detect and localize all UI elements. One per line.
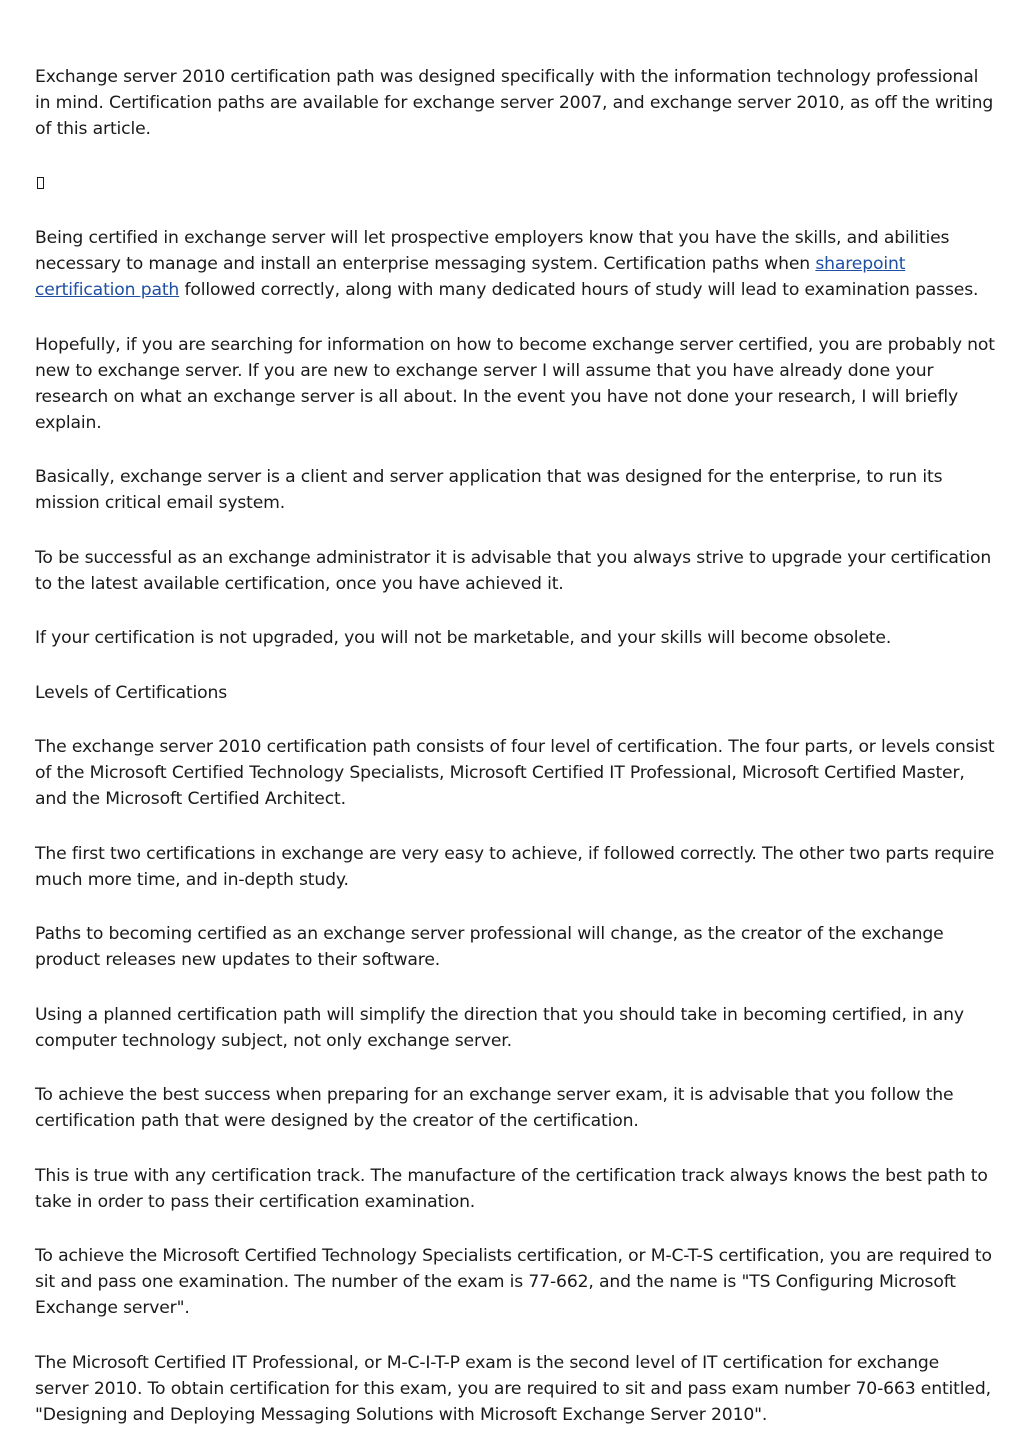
paragraph-certified-text-end: followed correctly, along with many dedicated hours of study will lead to examination passes. [179, 280, 979, 300]
paragraph-paths-change: Paths to becoming certified as an exchange server professional will change, as the creator of the exchange product releases new updates to their software. [35, 924, 944, 970]
paragraph-best-success: To achieve the best success when preparing for an exchange server exam, it is advisable that you follow the certification path that were designed by the creator of the certification. [35, 1085, 954, 1131]
paragraph-certified-text-start: Being certified in exchange server will let prospective employers know that you have the skills, and abilities necessary to manage and install an enterprise messaging system. Certification paths when [35, 228, 950, 274]
document-page [35, 64, 995, 1456]
paragraph-planned-path: Using a planned certification path will simplify the direction that you should take in becoming certified, in any computer technology subject, not only exchange server. [35, 1004, 964, 1051]
paragraph-successful: To be successful as an exchange administrator it is advisable that you always strive to upgrade your certification to the latest available certification, once you have achieved it. [35, 547, 992, 594]
paragraph-mcitp: The Microsoft Certified IT Professional, or M-C-I-T-P exam is the second level of IT certification for exchange server 2010. To obtain certification for this exam, you are required to sit and pass exam number 70-663 entitled, "Designing and Deploying Messaging Solutions with Microsoft Exchange Server 2010". [35, 1352, 991, 1425]
paragraph-certified [35, 225, 995, 303]
paragraph-mcts: To achieve the Microsoft Certified Technology Specialists certification, or M-C-T-S certification, you are required to sit and pass one examination. The number of the exam is 77-662, and the name is "TS Configuring Microsoft Exchange server". [35, 1246, 992, 1318]
paragraph-hopefully: Hopefully, if you are searching for information on how to become exchange server certified, you are probably not new to exchange server. If you are new to exchange server I will assume that you have already done your research on what an exchange server is all about. In the event you have not done your research, I will briefly explain. [35, 334, 995, 433]
paragraph-not-upgraded: If your certification is not upgraded, you will not be marketable, and your skills will become obsolete. [35, 628, 892, 648]
paragraph-four-levels: The exchange server 2010 certification path consists of four level of certification. The four parts, or levels consist of the Microsoft Certified Technology Specialists, Microsoft Certified IT Professional, Microsoft Certified Master, and the Microsoft Certified Architect. [35, 737, 995, 809]
missing-character-icon [37, 177, 44, 189]
paragraph-basically: Basically, exchange server is a client and server application that was designed for the enterprise, to run its mission critical email system. [35, 467, 943, 513]
paragraph-any-track: This is true with any certification track. The manufacture of the certification track always knows the best path to take in order to pass their certification examination. [35, 1165, 988, 1212]
section-heading-levels: Levels of Certifications [35, 682, 228, 703]
paragraph-first-two: The first two certifications in exchange are very easy to achieve, if followed correctly. The other two parts require much more time, and in-depth study. [35, 843, 995, 890]
paragraph-intro: Exchange server 2010 certification path was designed specifically with the information technology professional in mind. Certification paths are available for exchange server 2007, and exchange server 2010, as off the writing of this article. [35, 67, 994, 139]
missing-glyph-row [35, 171, 995, 197]
sharepoint-certification-link[interactable]: sharepoint certification path [35, 254, 906, 300]
